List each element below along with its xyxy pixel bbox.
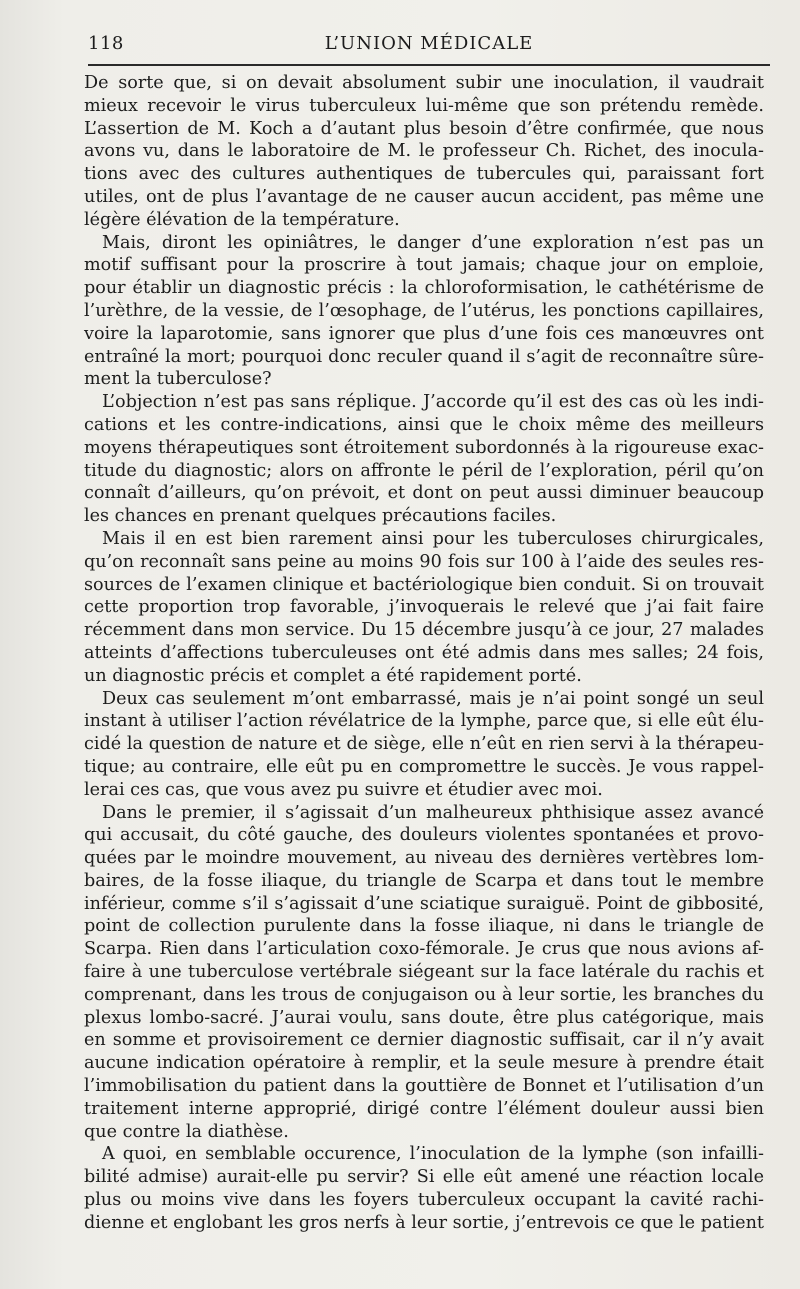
text-line: utiles, ont de plus l’avantage de ne causer aucun accident, pas même une xyxy=(84,186,764,207)
text-line: les chances en prenant quelques précautions faciles. xyxy=(84,506,557,527)
page-number: 118 xyxy=(88,33,124,54)
text-line: quées par le moindre mouvement, au niveau des dernières vertèbres lom- xyxy=(84,848,764,869)
text-line: atteints d’affections tuberculeuses ont été admis dans mes salles; 24 fois, xyxy=(84,642,764,663)
text-line: cette proportion trop favorable, j’invoquerais le relevé que j’ai fait faire xyxy=(84,597,764,618)
text-line: cations et les contre-indications, ainsi que le choix même des meilleurs xyxy=(84,414,764,435)
text-line: Deux cas seulement m’ont embarrassé, mais je n’ai point songé un seul xyxy=(102,688,764,709)
text-line: plus ou moins vive dans les foyers tuberculeux occupant la cavité rachi- xyxy=(84,1190,764,1211)
text-line: pour établir un diagnostic précis : la chloroformisation, le cathétérisme de xyxy=(84,278,764,299)
text-line: De sorte que, si on devait absolument subir une inoculation, il vaudrait xyxy=(84,73,764,93)
header-rule xyxy=(88,64,770,66)
text-line: qu’on reconnaît sans peine au moins 90 fois sur 100 à l’aide des seules res- xyxy=(84,551,764,572)
running-head xyxy=(88,30,770,60)
text-line: titude du diagnostic; alors on affronte le péril de l’exploration, péril qu’on xyxy=(84,460,764,481)
text-line: qui accusait, du côté gauche, des douleurs violentes spontanées et provo- xyxy=(84,825,764,846)
text-line: dienne et englobant les gros nerfs à leur sortie, j’entrevois ce que le patient xyxy=(84,1212,764,1233)
text-line: en somme et provisoirement ce dernier diagnostic suffisait, car il n’y avait xyxy=(84,1030,764,1051)
text-line: Dans le premier, il s’agissait d’un malheureux phthisique assez avancé xyxy=(102,802,764,823)
text-line: sources de l’examen clinique et bactériologique bien conduit. Si on trouvait xyxy=(84,574,764,595)
text-line: Mais, diront les opiniâtres, le danger d’une exploration n’est pas un xyxy=(102,232,764,253)
text-line: cidé la question de nature et de siège, elle n’eût en rien servi à la thérapeu- xyxy=(84,734,764,755)
text-line: l’urèthre, de la vessie, de l’œsophage, de l’utérus, les ponctions capillaires, xyxy=(84,300,764,321)
text-line: comprenant, dans les trous de conjugaison ou à leur sortie, les branches du xyxy=(84,984,764,1005)
text-line: aucune indication opératoire à remplir, et la seule mesure à prendre était xyxy=(84,1053,764,1074)
text-line: ment la tuberculose? xyxy=(84,369,272,390)
text-line: l’immobilisation du patient dans la gouttière de Bonnet et l’utilisation d’un xyxy=(84,1076,764,1097)
text-line: instant à utiliser l’action révélatrice de la lymphe, parce que, si elle eût élu- xyxy=(84,711,764,732)
text-line: voire la laparotomie, sans ignorer que plus d’une fois ces manœuvres ont xyxy=(84,323,764,344)
text-line: tions avec des cultures authentiques de tubercules qui, paraissant fort xyxy=(84,164,764,185)
text-line: avons vu, dans le laboratoire de M. le professeur Ch. Richet, des inocula- xyxy=(84,141,764,162)
text-line: Mais il en est bien rarement ainsi pour les tuberculoses chirurgicales, xyxy=(102,528,764,549)
body-text xyxy=(84,72,764,1235)
text-line: A quoi, en semblable occurence, l’inoculation de la lymphe (son infailli- xyxy=(102,1144,764,1165)
text-line: connaît d’ailleurs, qu’on prévoit, et dont on peut aussi diminuer beaucoup xyxy=(84,483,764,504)
text-line: point de collection purulente dans la fosse iliaque, ni dans le triangle de xyxy=(84,916,764,937)
text-line: entraîné la mort; pourquoi donc reculer quand il s’agit de reconnaître sûre- xyxy=(84,346,764,367)
text-line: faire à une tuberculose vertébrale siégeant sur la face latérale du rachis et xyxy=(84,962,764,983)
text-line: tique; au contraire, elle eût pu en compromettre le succès. Je vous rappel- xyxy=(84,756,764,777)
text-line: plexus lombo-sacré. J’aurai voulu, sans doute, être plus catégorique, mais xyxy=(84,1007,764,1028)
text-line: moyens thérapeutiques sont étroitement subordonnés à la rigoureuse exac- xyxy=(84,437,764,458)
text-line: mieux recevoir le virus tuberculeux lui-même que son prétendu remède. xyxy=(84,95,764,116)
text-line: inférieur, comme s’il s’agissait d’une sciatique suraiguë. Point de gibbosité, xyxy=(84,893,764,914)
text-line: motif suffisant pour la proscrire à tout jamais; chaque jour on emploie, xyxy=(84,255,764,276)
text-line: baires, de la fosse iliaque, du triangle de Scarpa et dans tout le membre xyxy=(84,870,764,891)
text-line: un diagnostic précis et complet a été rapidement porté. xyxy=(84,665,582,686)
text-line: bilité admise) aurait-elle pu servir? Si elle eût amené une réaction locale xyxy=(84,1167,764,1188)
text-line: que contre la diathèse. xyxy=(84,1121,289,1142)
text-line: L’assertion de M. Koch a d’autant plus besoin d’être confirmée, que nous xyxy=(84,118,764,139)
text-line: lerai ces cas, que vous avez pu suivre et étudier avec moi. xyxy=(84,779,603,800)
journal-title: L’UNION MÉDICALE xyxy=(324,33,534,54)
text-line: légère élévation de la température. xyxy=(84,209,400,230)
text-line: récemment dans mon service. Du 15 décembre jusqu’à ce jour, 27 malades xyxy=(84,620,764,641)
text-line: traitement interne approprié, dirigé contre l’élément douleur aussi bien xyxy=(84,1098,764,1119)
text-line: Scarpa. Rien dans l’articulation coxo-fémorale. Je crus que nous avions af- xyxy=(84,939,764,960)
text-line: L’objection n’est pas sans réplique. J’accorde qu’il est des cas où les indi- xyxy=(102,392,764,413)
